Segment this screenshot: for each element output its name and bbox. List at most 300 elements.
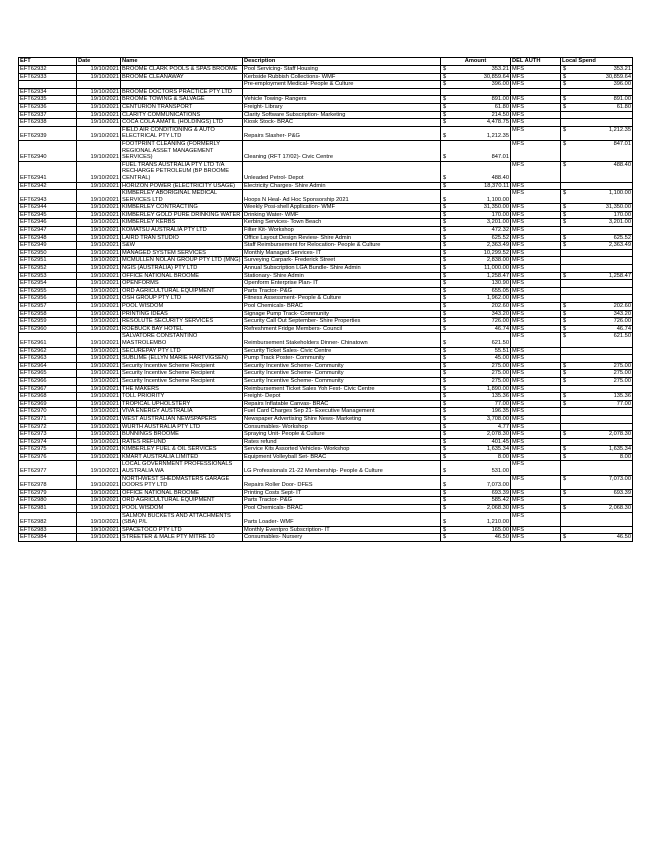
local-currency: $ bbox=[563, 303, 567, 309]
date-cell: 19/10/2021 bbox=[77, 66, 121, 74]
amount-currency: $ bbox=[443, 362, 447, 369]
payee-name-cell: POOL WISDOM bbox=[121, 505, 243, 513]
del-auth-cell: MFS bbox=[511, 265, 561, 273]
amount-currency: $ bbox=[443, 377, 447, 384]
payee-name-cell: SALMON BUCKETS AND ATTACHMENTS (SBA) P/L bbox=[121, 512, 243, 526]
del-auth-cell: MFS bbox=[511, 73, 561, 81]
local-value: 625.52 bbox=[613, 234, 631, 241]
description-cell: Kerbside Rubbish Collections- WMF bbox=[243, 73, 441, 81]
date-cell: 19/10/2021 bbox=[77, 310, 121, 318]
description-cell: Cleaning (RFT 17/02)- Civic Centre bbox=[243, 140, 441, 161]
local-currency: $ bbox=[563, 505, 567, 512]
description-cell: Equipment Volleyball Set- BRAC bbox=[243, 453, 441, 461]
local-value: 30,859.64 bbox=[605, 73, 631, 80]
del-auth-cell: MFS bbox=[511, 140, 561, 161]
table-row bbox=[19, 333, 633, 347]
table-row bbox=[19, 242, 633, 250]
description-cell: Parts Loader- WMF bbox=[243, 512, 441, 526]
amount-cell bbox=[441, 438, 511, 446]
del-auth-cell: MFS bbox=[511, 161, 561, 182]
description-cell: Hoops N Heal- Ad Hoc Sponsorship 2021 bbox=[243, 190, 441, 204]
amount-value: 46.50 bbox=[494, 534, 509, 541]
eft-cell: EFT62972 bbox=[19, 423, 77, 431]
amount-currency: $ bbox=[443, 119, 447, 126]
date-cell: 19/10/2021 bbox=[77, 333, 121, 347]
amount-cell bbox=[441, 431, 511, 439]
local-value: 891.00 bbox=[613, 96, 631, 103]
amount-value: 31,350.00 bbox=[483, 204, 509, 211]
description-cell: Kiosk Stock- BRAC bbox=[243, 119, 441, 127]
amount-currency: $ bbox=[443, 489, 447, 496]
eft-cell: EFT62949 bbox=[19, 242, 77, 250]
date-cell: 19/10/2021 bbox=[77, 438, 121, 446]
local-spend-cell bbox=[561, 272, 633, 280]
date-cell: 19/10/2021 bbox=[77, 362, 121, 370]
payments-table bbox=[18, 57, 633, 542]
eft-cell: EFT62964 bbox=[19, 362, 77, 370]
payee-name-cell bbox=[121, 81, 243, 89]
local-spend-cell bbox=[561, 303, 633, 311]
payee-name-cell: THE MAKERS bbox=[121, 385, 243, 393]
amount-value: 2,068.30 bbox=[486, 505, 509, 512]
local-spend-cell bbox=[561, 438, 633, 446]
amount-cell bbox=[441, 393, 511, 401]
amount-cell bbox=[441, 461, 511, 475]
description-cell: Consumables- Nursery bbox=[243, 534, 441, 542]
amount-value: 1,890.00 bbox=[486, 385, 509, 392]
payee-name-cell: COCA COLA AMATIL (HOLDINGS) LTD bbox=[121, 119, 243, 127]
amount-cell bbox=[441, 475, 511, 489]
amount-cell bbox=[441, 355, 511, 363]
payee-name-cell: CLARITY COMMUNICATIONS bbox=[121, 111, 243, 119]
payee-name-cell: WURTH AUSTRALIA PTY LTD bbox=[121, 423, 243, 431]
local-spend-cell bbox=[561, 96, 633, 104]
eft-cell: EFT62958 bbox=[19, 310, 77, 318]
amount-cell bbox=[441, 280, 511, 288]
table-row bbox=[19, 249, 633, 257]
description-cell: Unleaded Petrol- Depot bbox=[243, 161, 441, 182]
description-cell: Signage Pump Track- Community bbox=[243, 310, 441, 318]
del-auth-cell: MFS bbox=[511, 370, 561, 378]
description-cell: Reimbursement Ticket Sales Yoh Fest- Civic Centre bbox=[243, 385, 441, 393]
amount-currency: $ bbox=[443, 400, 447, 407]
amount-value: 3,708.00 bbox=[486, 415, 509, 422]
local-spend-cell bbox=[561, 119, 633, 127]
table-row bbox=[19, 489, 633, 497]
amount-cell bbox=[441, 257, 511, 265]
amount-currency: $ bbox=[443, 438, 447, 445]
description-cell: Kerbing Services- Town Beach bbox=[243, 219, 441, 227]
eft-cell: EFT62969 bbox=[19, 400, 77, 408]
table-row bbox=[19, 211, 633, 219]
date-cell: 19/10/2021 bbox=[77, 219, 121, 227]
amount-value: 1,212.35 bbox=[486, 133, 509, 140]
table-row bbox=[19, 73, 633, 81]
table-row bbox=[19, 96, 633, 104]
amount-currency: $ bbox=[443, 287, 447, 294]
local-value: 488.40 bbox=[613, 161, 631, 168]
local-spend-cell bbox=[561, 310, 633, 318]
local-spend-cell bbox=[561, 182, 633, 190]
amount-currency: $ bbox=[443, 242, 447, 249]
amount-value: 130.90 bbox=[491, 280, 509, 287]
amount-cell bbox=[441, 512, 511, 526]
amount-currency: $ bbox=[443, 249, 447, 256]
description-cell: Security Incentive Scheme- Community bbox=[243, 377, 441, 385]
eft-cell: EFT62967 bbox=[19, 385, 77, 393]
description-cell: Repairs Slasher- P&G bbox=[243, 126, 441, 140]
local-spend-cell bbox=[561, 400, 633, 408]
date-cell: 19/10/2021 bbox=[77, 385, 121, 393]
eft-cell: EFT62957 bbox=[19, 303, 77, 311]
table-row bbox=[19, 526, 633, 534]
date-cell: 19/10/2021 bbox=[77, 161, 121, 182]
payee-name-cell: STREETER & MALE PTY MITRE 10 bbox=[121, 534, 243, 542]
local-value: 275.00 bbox=[613, 362, 631, 369]
local-spend-cell bbox=[561, 453, 633, 461]
eft-cell: EFT62974 bbox=[19, 438, 77, 446]
description-cell: Security Call Out September- Shire Properties bbox=[243, 318, 441, 326]
description-cell: Pool Servicing- Staff Housing bbox=[243, 66, 441, 74]
description-cell: Spraying Unit- People & Culture bbox=[243, 431, 441, 439]
eft-cell: EFT62983 bbox=[19, 526, 77, 534]
local-currency: $ bbox=[563, 475, 567, 482]
del-auth-cell: MFS bbox=[511, 438, 561, 446]
header-eft: EFT bbox=[19, 58, 77, 66]
description-cell: Repairs Inflatable Canvas- BRAC bbox=[243, 400, 441, 408]
del-auth-cell: MFS bbox=[511, 272, 561, 280]
description-cell: Filter Kit- Workshop bbox=[243, 227, 441, 235]
amount-currency: $ bbox=[443, 310, 447, 317]
local-value: 343.20 bbox=[613, 310, 631, 317]
date-cell: 19/10/2021 bbox=[77, 431, 121, 439]
amount-value: 11,000.00 bbox=[484, 265, 509, 272]
amount-cell bbox=[441, 265, 511, 273]
local-value: 353.21 bbox=[613, 66, 631, 72]
local-currency: $ bbox=[563, 96, 567, 103]
del-auth-cell: MFS bbox=[511, 415, 561, 423]
payee-name-cell: OSH GROUP PTY LTD bbox=[121, 295, 243, 303]
description-cell: Fuel Card Charges Sep 21- Executive Management bbox=[243, 408, 441, 416]
description-cell: Repairs Roller Door- DFES bbox=[243, 475, 441, 489]
table-row bbox=[19, 66, 633, 74]
description-cell: Pre-employment Medical- People & Culture bbox=[243, 81, 441, 89]
del-auth-cell: MFS bbox=[511, 333, 561, 347]
table-row bbox=[19, 287, 633, 295]
amount-currency: $ bbox=[443, 423, 447, 430]
local-value: 46.74 bbox=[616, 325, 631, 332]
amount-currency: $ bbox=[443, 219, 447, 226]
date-cell: 19/10/2021 bbox=[77, 526, 121, 534]
eft-cell: EFT62935 bbox=[19, 96, 77, 104]
eft-cell: EFT62952 bbox=[19, 265, 77, 273]
amount-cell bbox=[441, 272, 511, 280]
description-cell: Newspaper Advertising Shire News- Marketing bbox=[243, 415, 441, 423]
date-cell: 19/10/2021 bbox=[77, 140, 121, 161]
description-cell: Refreshment Fridge Members- Council bbox=[243, 325, 441, 333]
amount-currency: $ bbox=[443, 505, 447, 512]
payee-name-cell: Security Incentive Scheme Recipient bbox=[121, 377, 243, 385]
eft-cell: EFT62959 bbox=[19, 318, 77, 326]
amount-currency: $ bbox=[443, 526, 447, 533]
header-amount: Amount bbox=[441, 58, 511, 66]
table-row bbox=[19, 534, 633, 542]
amount-cell bbox=[441, 126, 511, 140]
del-auth-cell: MFS bbox=[511, 227, 561, 235]
amount-cell bbox=[441, 111, 511, 119]
local-spend-cell bbox=[561, 362, 633, 370]
amount-cell bbox=[441, 318, 511, 326]
local-currency: $ bbox=[563, 325, 567, 332]
amount-currency: $ bbox=[443, 385, 447, 392]
eft-cell: EFT62950 bbox=[19, 249, 77, 257]
date-cell bbox=[77, 81, 121, 89]
amount-currency: $ bbox=[443, 303, 447, 309]
amount-currency: $ bbox=[443, 211, 447, 218]
del-auth-cell: MFS bbox=[511, 287, 561, 295]
payee-name-cell: SECUREPAY PTY LTD bbox=[121, 347, 243, 355]
date-cell: 19/10/2021 bbox=[77, 393, 121, 401]
amount-value: 726.00 bbox=[491, 318, 509, 325]
date-cell: 19/10/2021 bbox=[77, 182, 121, 190]
local-value: 1,635.34 bbox=[608, 446, 631, 453]
local-spend-cell bbox=[561, 370, 633, 378]
del-auth-cell: MFS bbox=[511, 257, 561, 265]
table-row bbox=[19, 204, 633, 212]
local-spend-cell bbox=[561, 265, 633, 273]
amount-value: 170.00 bbox=[491, 211, 509, 218]
local-spend-cell bbox=[561, 219, 633, 227]
eft-cell: EFT62951 bbox=[19, 257, 77, 265]
payee-name-cell: ORD AGRICULTURAL EQUIPMENT bbox=[121, 497, 243, 505]
amount-currency: $ bbox=[443, 234, 447, 241]
local-spend-cell bbox=[561, 497, 633, 505]
table-row bbox=[19, 377, 633, 385]
date-cell: 19/10/2021 bbox=[77, 103, 121, 111]
amount-cell bbox=[441, 140, 511, 161]
payee-name-cell: FUEL TRANS AUSTRALIA PTY LTD T/A RECHARGE PETROLEUM (BP BROOME CENTRAL) bbox=[121, 161, 243, 182]
amount-value: 30,859.64 bbox=[483, 73, 509, 80]
amount-value: 77.00 bbox=[494, 400, 509, 407]
description-cell: Staff Reimbursement for Relocation- People & Culture bbox=[243, 242, 441, 250]
local-spend-cell bbox=[561, 66, 633, 74]
payee-name-cell: MCMULLEN NOLAN GROUP PTY LTD (MNG) bbox=[122, 257, 241, 264]
amount-currency: $ bbox=[443, 257, 447, 264]
local-value: 2,078.30 bbox=[608, 431, 631, 438]
table-row bbox=[19, 81, 633, 89]
amount-cell bbox=[441, 415, 511, 423]
table-body bbox=[19, 66, 633, 542]
del-auth-cell: MFS bbox=[511, 234, 561, 242]
local-value: 1,100.00 bbox=[608, 190, 631, 197]
eft-cell: EFT62965 bbox=[19, 370, 77, 378]
local-spend-cell bbox=[561, 249, 633, 257]
amount-currency: $ bbox=[443, 66, 447, 72]
amount-value: 45.00 bbox=[494, 355, 509, 362]
local-spend-cell bbox=[561, 88, 633, 96]
amount-value: 10,299.52 bbox=[483, 249, 509, 256]
local-value: 693.39 bbox=[613, 489, 631, 496]
local-currency: $ bbox=[563, 161, 567, 168]
payee-name-cell: FIELD AIR CONDITIONING & AUTO ELECTRICAL PTY LTD bbox=[121, 126, 243, 140]
description-cell: Service Kits Assorted Vehicles- Workshop bbox=[243, 446, 441, 454]
amount-currency: $ bbox=[443, 453, 447, 460]
table-row bbox=[19, 415, 633, 423]
local-spend-cell bbox=[561, 190, 633, 204]
eft-cell: EFT62981 bbox=[19, 505, 77, 513]
amount-cell bbox=[441, 325, 511, 333]
del-auth-cell: MFS bbox=[511, 475, 561, 489]
description-cell: Surveying Carpark- Frederick Street bbox=[243, 257, 441, 265]
description-cell: Monthly Managed Services- IT bbox=[243, 249, 441, 257]
date-cell: 19/10/2021 bbox=[77, 475, 121, 489]
payee-name-cell: BROOME CLEANAWAY bbox=[121, 73, 243, 81]
amount-cell bbox=[441, 489, 511, 497]
amount-currency: $ bbox=[443, 408, 447, 415]
header-del-auth: DEL AUTH bbox=[511, 58, 561, 66]
table-row bbox=[19, 303, 633, 311]
del-auth-cell: MFS bbox=[511, 489, 561, 497]
del-auth-cell: MFS bbox=[511, 512, 561, 526]
description-cell: Parts Tractor- P&G bbox=[243, 497, 441, 505]
amount-currency: $ bbox=[443, 182, 447, 189]
amount-currency: $ bbox=[443, 272, 447, 279]
payee-name-cell: OFFICE NATIONAL BROOME bbox=[121, 272, 243, 280]
eft-cell: EFT62963 bbox=[19, 355, 77, 363]
del-auth-cell: MFS bbox=[511, 393, 561, 401]
date-cell: 19/10/2021 bbox=[77, 370, 121, 378]
local-spend-cell bbox=[561, 431, 633, 439]
description-cell: Drinking Water- WMF bbox=[243, 211, 441, 219]
amount-cell bbox=[441, 81, 511, 89]
local-spend-cell bbox=[561, 423, 633, 431]
payee-name-cell: NGIS (AUSTRALIA) PTY LTD bbox=[121, 265, 243, 273]
date-cell: 19/10/2021 bbox=[77, 96, 121, 104]
del-auth-cell: MFS bbox=[511, 111, 561, 119]
description-cell: Pool Chemicals- BRAC bbox=[243, 505, 441, 513]
payee-name-cell: SPACETOCO PTY LTD bbox=[121, 526, 243, 534]
payee-name-cell: S&W bbox=[121, 242, 243, 250]
amount-value: 3,201.00 bbox=[486, 219, 509, 226]
eft-cell: EFT62956 bbox=[19, 295, 77, 303]
amount-value: 275.00 bbox=[491, 362, 509, 369]
eft-cell: EFT62936 bbox=[19, 103, 77, 111]
date-cell: 19/10/2021 bbox=[77, 265, 121, 273]
local-currency: $ bbox=[563, 333, 567, 340]
table-row bbox=[19, 438, 633, 446]
eft-cell: EFT62955 bbox=[19, 287, 77, 295]
local-currency: $ bbox=[563, 126, 567, 133]
date-cell: 19/10/2021 bbox=[77, 242, 121, 250]
payee-name-cell: CENTURION TRANSPORT bbox=[121, 103, 243, 111]
local-spend-cell bbox=[561, 103, 633, 111]
del-auth-cell: MFS bbox=[511, 385, 561, 393]
eft-cell: EFT62975 bbox=[19, 446, 77, 454]
amount-cell bbox=[441, 453, 511, 461]
description-cell: Fitness Assessment- People & Culture bbox=[243, 295, 441, 303]
local-currency: $ bbox=[563, 204, 567, 211]
local-currency: $ bbox=[563, 140, 567, 147]
payee-name-cell: RESOLUTE SECURITY SERVICES bbox=[121, 318, 243, 326]
amount-value: 621.50 bbox=[491, 339, 509, 346]
amount-currency: $ bbox=[443, 227, 447, 234]
del-auth-cell: MFS bbox=[511, 325, 561, 333]
payee-name-cell: WEST AUSTRALIAN NEWSPAPERS bbox=[121, 415, 243, 423]
payee-name-cell: OFFICE NATIONAL BROOME bbox=[121, 489, 243, 497]
local-value: 61.80 bbox=[616, 103, 631, 110]
payee-name-cell: NORTHWEST SHEDMASTERS GARAGE DOORS PTY LTD bbox=[121, 475, 243, 489]
amount-value: 353.21 bbox=[491, 66, 509, 72]
amount-value: 2,363.49 bbox=[486, 242, 509, 249]
amount-value: 343.20 bbox=[491, 310, 509, 317]
amount-cell bbox=[441, 347, 511, 355]
amount-currency: $ bbox=[443, 318, 447, 325]
local-spend-cell bbox=[561, 534, 633, 542]
del-auth-cell: MFS bbox=[511, 119, 561, 127]
eft-cell: EFT62945 bbox=[19, 211, 77, 219]
payee-name-cell: TOLL PRIORITY bbox=[121, 393, 243, 401]
local-value: 621.50 bbox=[613, 333, 631, 340]
local-currency: $ bbox=[563, 242, 567, 249]
payee-name-cell: KIMBERLEY GOLD PURE DRINKING WATER bbox=[121, 211, 243, 219]
payee-name-cell: KIMBERLEY KERBS bbox=[121, 219, 243, 227]
local-value: 7,073.00 bbox=[608, 475, 631, 482]
amount-value: 1,258.47 bbox=[486, 272, 509, 279]
description-cell: Stationary- Shire Admin bbox=[243, 272, 441, 280]
amount-cell bbox=[441, 385, 511, 393]
amount-value: 472.32 bbox=[491, 227, 509, 234]
del-auth-cell: MFS bbox=[511, 461, 561, 475]
description-cell: Clarity Software Subscription- Marketing bbox=[243, 111, 441, 119]
amount-cell bbox=[441, 66, 511, 74]
amount-currency: $ bbox=[443, 174, 447, 181]
amount-value: 891.00 bbox=[491, 96, 509, 103]
table-row bbox=[19, 461, 633, 475]
eft-cell: EFT62960 bbox=[19, 325, 77, 333]
description-cell: Security Incentive Scheme- Community bbox=[243, 370, 441, 378]
date-cell: 19/10/2021 bbox=[77, 204, 121, 212]
amount-currency: $ bbox=[443, 280, 447, 287]
del-auth-cell: MFS bbox=[511, 423, 561, 431]
local-spend-cell bbox=[561, 161, 633, 182]
amount-currency: $ bbox=[443, 196, 447, 203]
amount-cell bbox=[441, 88, 511, 96]
table-row bbox=[19, 257, 633, 265]
description-cell: Electricity Charges- Shire Admin bbox=[243, 182, 441, 190]
amount-value: 2,078.30 bbox=[486, 431, 509, 438]
local-spend-cell bbox=[561, 512, 633, 526]
table-row bbox=[19, 219, 633, 227]
table-row bbox=[19, 295, 633, 303]
del-auth-cell: MFS bbox=[511, 96, 561, 104]
date-cell: 19/10/2021 bbox=[77, 415, 121, 423]
amount-cell bbox=[441, 227, 511, 235]
amount-cell bbox=[441, 103, 511, 111]
local-spend-cell bbox=[561, 333, 633, 347]
payee-name-cell: ROEBUCK BAY HOTEL bbox=[121, 325, 243, 333]
eft-cell: EFT62980 bbox=[19, 497, 77, 505]
eft-cell: EFT62966 bbox=[19, 377, 77, 385]
del-auth-cell: MFS bbox=[511, 377, 561, 385]
description-cell: Reimbursement Stakeholders Dinner- Chinatown bbox=[243, 333, 441, 347]
payee-name-cell: KMART AUSTRALIA LIMITED bbox=[121, 453, 243, 461]
payee-name-cell: MANAGED SYSTEM SERVICES bbox=[121, 249, 243, 257]
local-spend-cell bbox=[561, 211, 633, 219]
amount-currency: $ bbox=[443, 519, 447, 526]
date-cell: 19/10/2021 bbox=[77, 400, 121, 408]
eft-cell: EFT62933 bbox=[19, 73, 77, 81]
amount-currency: $ bbox=[443, 133, 447, 140]
